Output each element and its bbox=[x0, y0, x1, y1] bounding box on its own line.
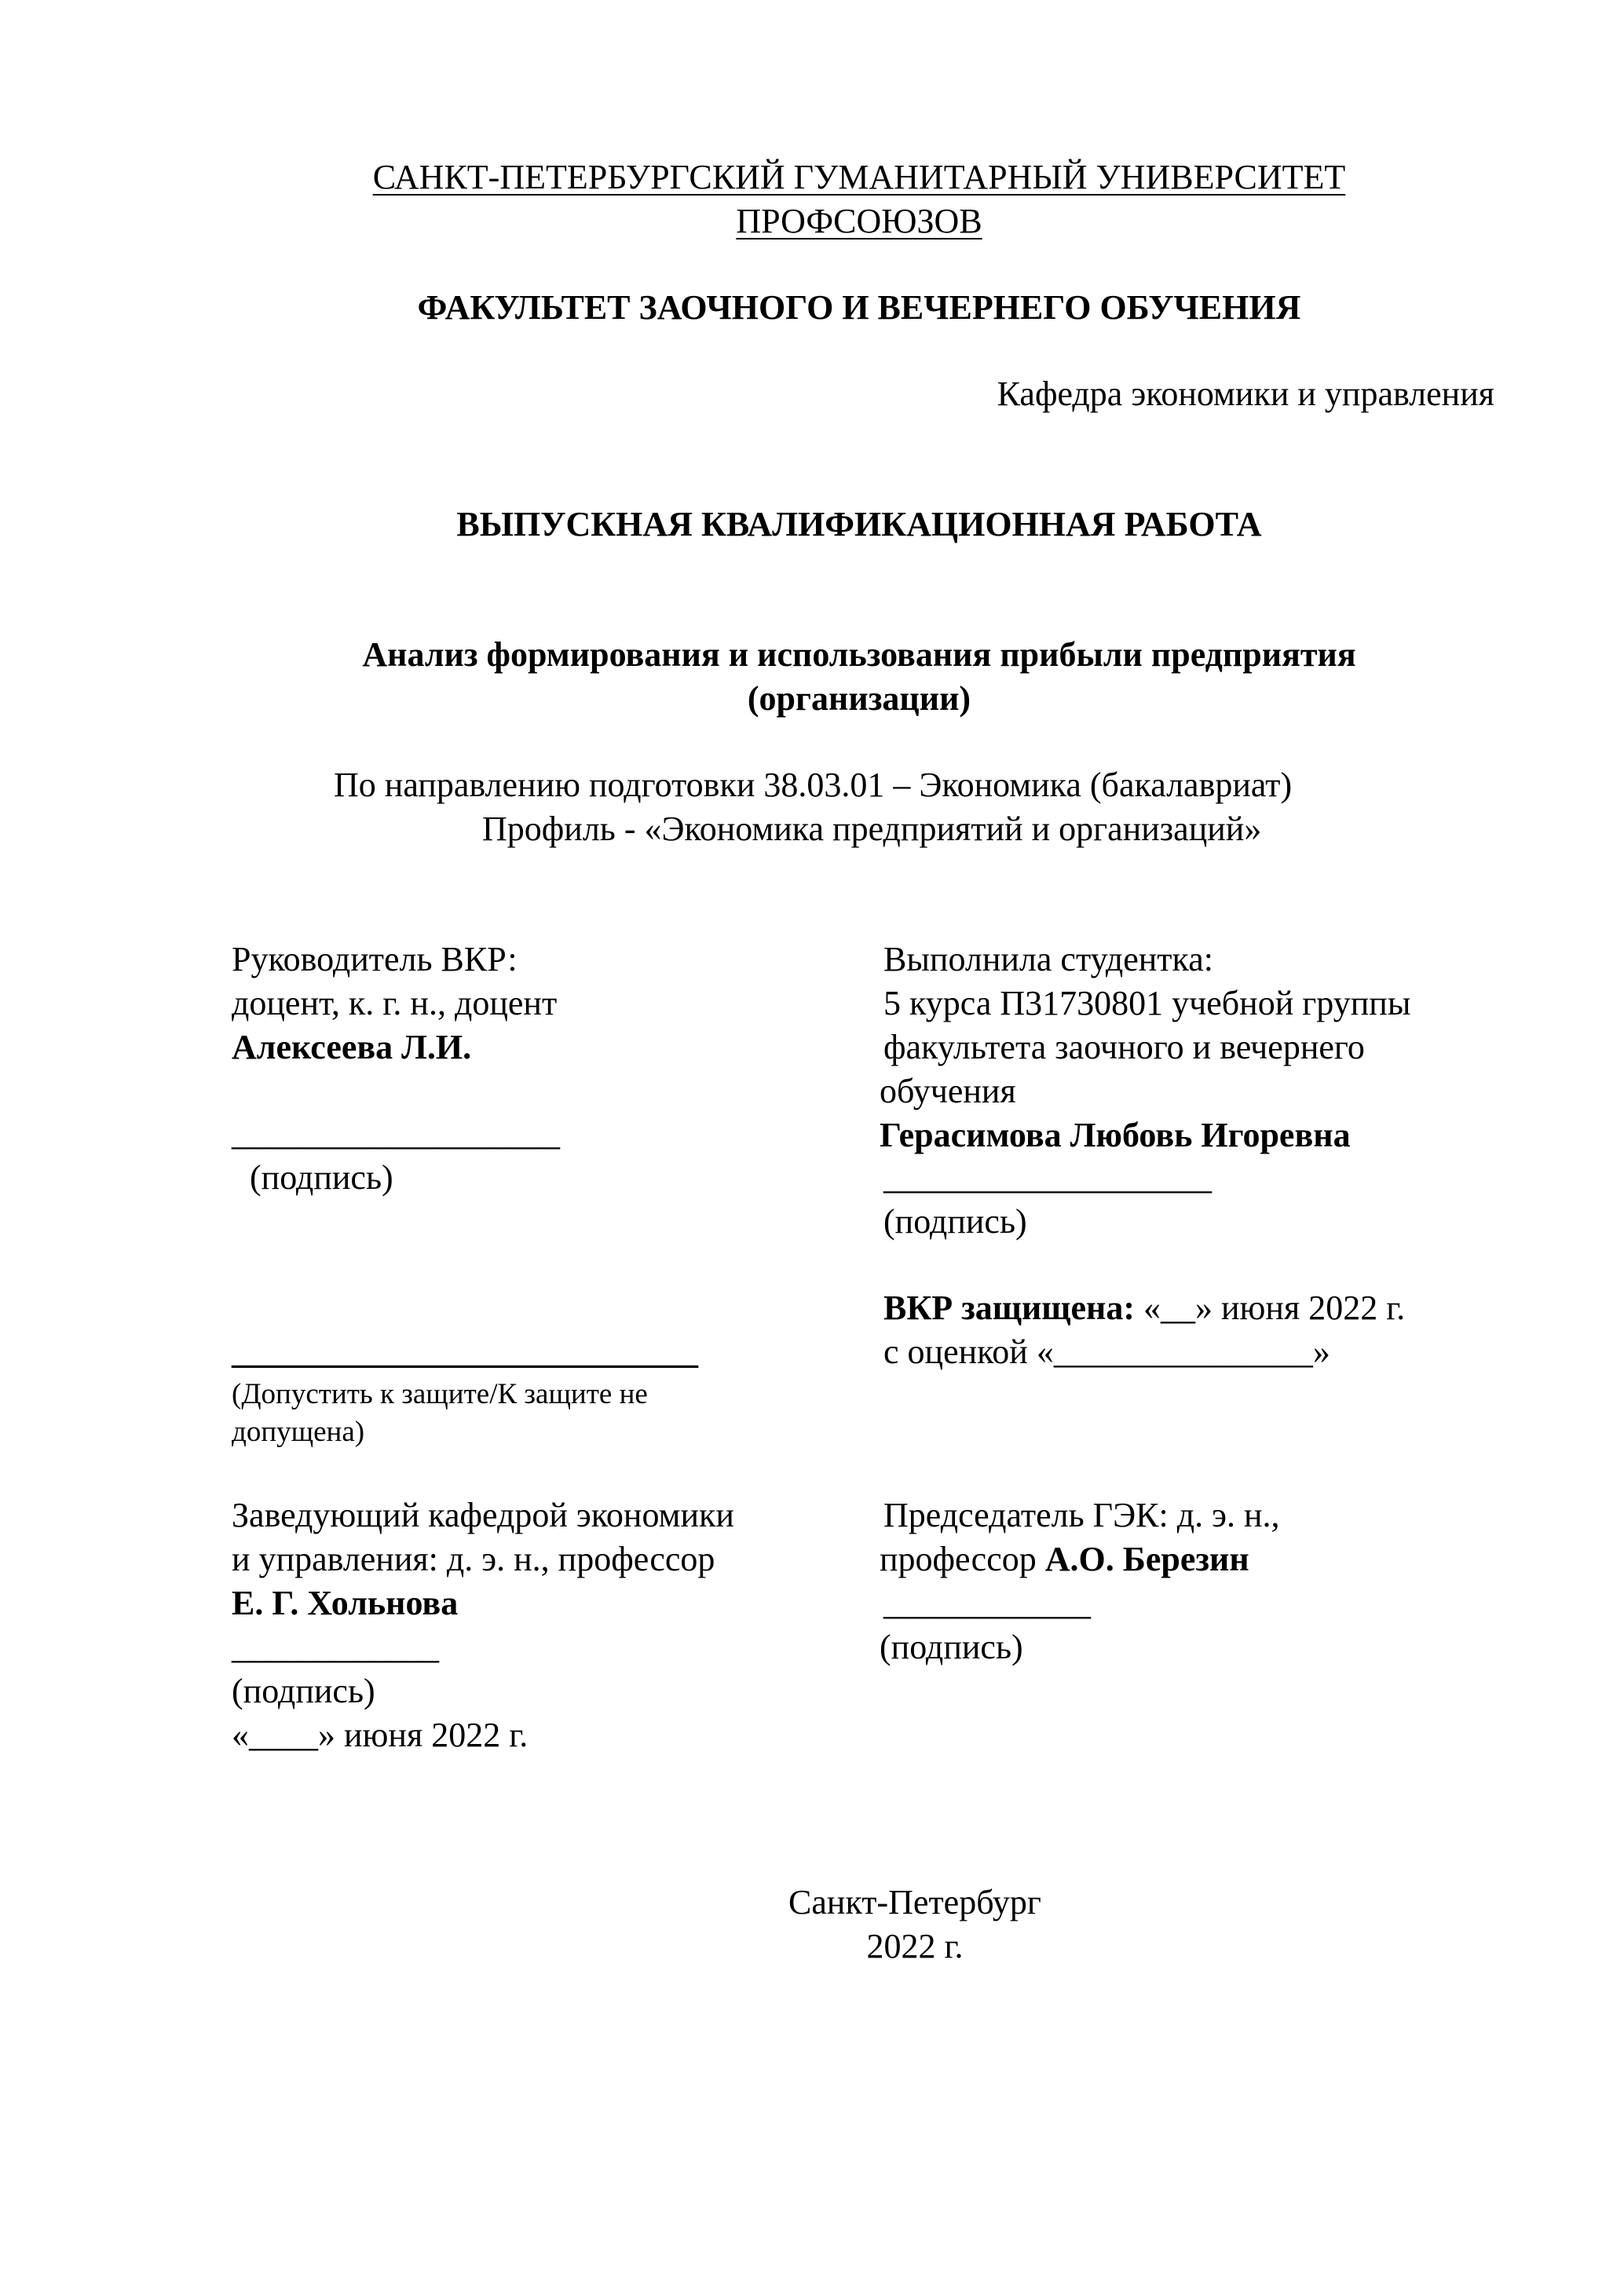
head-of-department-signature-caption: (подпись) bbox=[232, 1672, 375, 1710]
gek-chair-signature-line: ____________ bbox=[883, 1584, 1091, 1622]
gek-chair-block bbox=[880, 1493, 1280, 1669]
gek-chair-name: А.О. Березин bbox=[1044, 1540, 1249, 1578]
footer-city: Санкт-Петербург bbox=[788, 1883, 1041, 1921]
gek-chair-signature-caption: (подпись) bbox=[880, 1628, 1023, 1666]
work-type-title: ВЫПУСКНАЯ КВАЛИФИКАЦИОННАЯ РАБОТА bbox=[456, 505, 1262, 543]
supervisor-signature-line: ___________________ bbox=[232, 1114, 560, 1153]
head-of-department-line2: и управления: д. э. н., профессор bbox=[232, 1540, 715, 1578]
department-name: Кафедра экономики и управления bbox=[997, 375, 1494, 413]
supervisor-position: доцент, к. г. н., доцент bbox=[232, 984, 558, 1022]
head-of-department-block bbox=[232, 1493, 734, 1757]
supervisor-block bbox=[232, 938, 557, 1069]
gek-chair-line1: Председатель ГЭК: д. э. н., bbox=[883, 1496, 1280, 1534]
admission-line: ___________________________ bbox=[232, 1333, 698, 1371]
student-signature-caption: (подпись) bbox=[883, 1202, 1027, 1241]
training-profile: Профиль - «Экономика предприятий и организаций» bbox=[482, 810, 1262, 848]
admission-caption-line2: допущена) bbox=[232, 1416, 365, 1448]
head-of-department-date: «____» июня 2022 г. bbox=[232, 1716, 529, 1754]
faculty-title: ФАКУЛЬТЕТ ЗАОЧНОГО И ВЕЧЕРНЕГО ОБУЧЕНИЯ bbox=[417, 288, 1301, 327]
defense-protected-date: «__» июня 2022 г. bbox=[1143, 1289, 1406, 1327]
head-of-department-name: Е. Г. Хольнова bbox=[232, 1584, 459, 1622]
defense-protected bbox=[883, 1286, 1405, 1330]
topic-line1: Анализ формирования и использования прибыли предприятия bbox=[362, 635, 1356, 674]
footer-year: 2022 г. bbox=[866, 1927, 964, 1965]
student-label: Выполнила студентка: bbox=[883, 940, 1213, 978]
gek-chair-line2 bbox=[880, 1537, 1280, 1581]
head-of-department-line1: Заведующий кафедрой экономики bbox=[232, 1496, 734, 1534]
supervisor-signature-caption: (подпись) bbox=[250, 1158, 393, 1197]
training-direction: По направлению подготовки 38.03.01 – Экономика (бакалавриат) bbox=[334, 766, 1293, 804]
student-course: 5 курса П31730801 учебной группы bbox=[883, 984, 1411, 1022]
student-name: Герасимова Любовь Игоревна bbox=[880, 1116, 1351, 1154]
student-signature-line: ___________________ bbox=[883, 1158, 1212, 1197]
topic-line2: (организации) bbox=[747, 679, 971, 718]
student-block bbox=[880, 938, 1411, 1157]
gek-chair-position: профессор bbox=[880, 1540, 1037, 1578]
university-name-line1: САНКТ-ПЕТЕРБУРГСКИЙ ГУМАНИТАРНЫЙ УНИВЕРСИТЕТ bbox=[372, 158, 1346, 196]
supervisor-label: Руководитель ВКР: bbox=[232, 940, 518, 978]
defense-protected-label: ВКР защищена: bbox=[883, 1289, 1135, 1327]
head-of-department-signature-line: ____________ bbox=[232, 1628, 439, 1666]
supervisor-name: Алексеева Л.И. bbox=[232, 1028, 472, 1066]
student-faculty-line2: обучения bbox=[880, 1072, 1016, 1110]
admission-caption-line1: (Допустить к защите/К защите не bbox=[232, 1378, 648, 1410]
defense-grade: с оценкой «_______________» bbox=[883, 1333, 1330, 1371]
admission-caption bbox=[232, 1376, 648, 1451]
university-name-line2: ПРОФСОЮЗОВ bbox=[736, 202, 982, 240]
student-faculty-line1: факультета заочного и вечернего bbox=[883, 1028, 1365, 1066]
